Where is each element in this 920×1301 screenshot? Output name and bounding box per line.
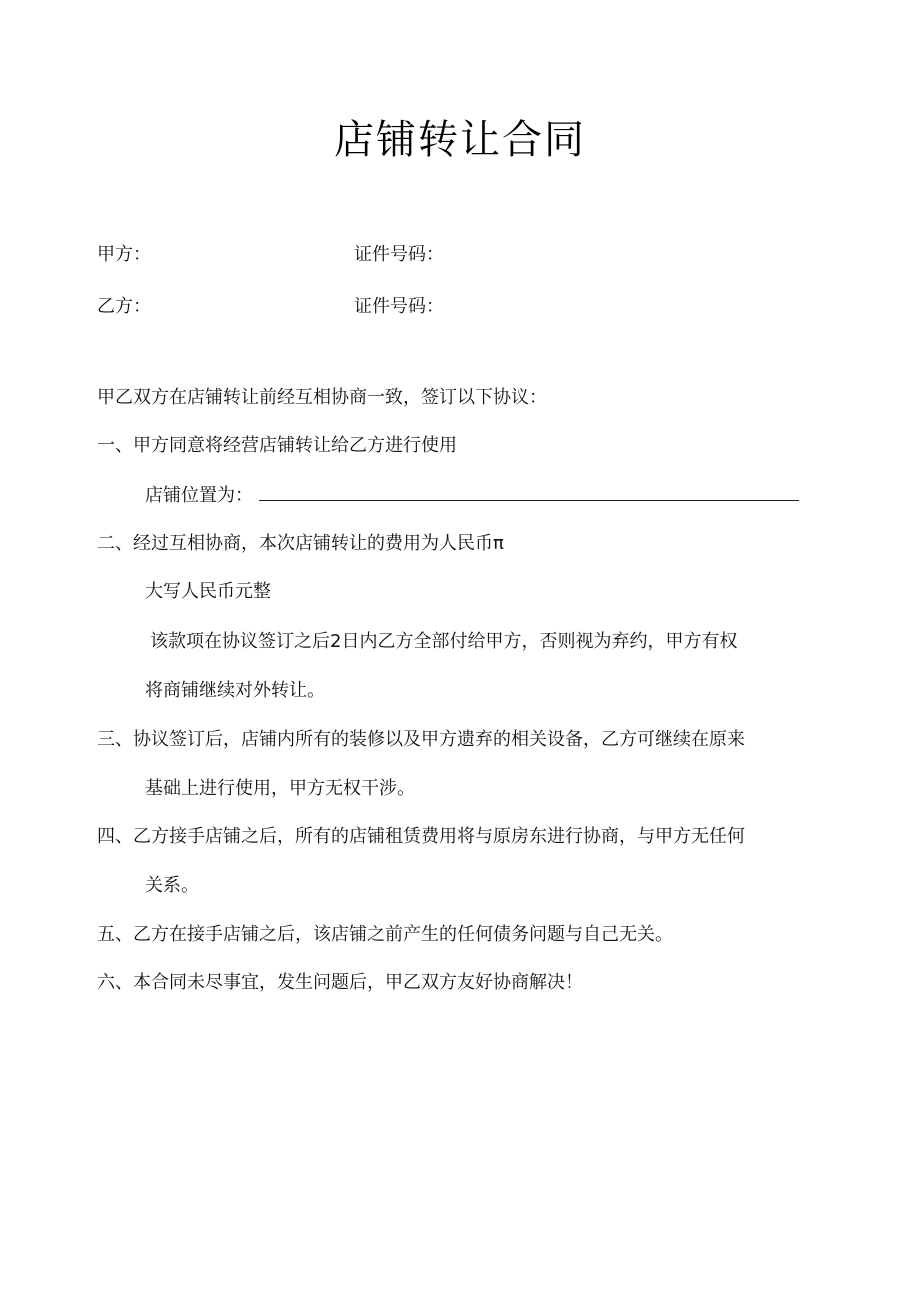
- document-title: 店铺转让合同: [334, 117, 586, 163]
- clause-3-line-2: 基础上进行使用，甲方无权干涉。: [145, 778, 415, 799]
- shop-location-row: [145, 480, 799, 511]
- clause-2-detail-line-1: 该款项在协议签订之后2日内乙方全部付给甲方，否则视为弃约，甲方有权: [150, 631, 738, 652]
- clause-4-line-2: 关系。: [145, 875, 199, 896]
- shop-location-blank: [259, 480, 799, 501]
- party-b-row: [97, 292, 817, 322]
- shop-location-label: 店铺位置为：: [145, 485, 253, 506]
- clause-2: 二、经过互相协商，本次店铺转让的费用为人民币π: [97, 533, 504, 554]
- party-b-label: 乙方：: [97, 296, 151, 317]
- party-b-id-label: 证件号码：: [354, 296, 444, 317]
- clause-4-line-1: 四、乙方接手店铺之后，所有的店铺租赁费用将与原房东进行协商，与甲方无任何: [97, 826, 745, 847]
- clause-5: 五、乙方在接手店铺之后，该店铺之前产生的任何债务问题与自己无关。: [97, 924, 673, 945]
- agreement-intro: 甲乙双方在店铺转让前经互相协商一致，签订以下协议：: [97, 387, 547, 408]
- party-a-id-label: 证件号码：: [354, 244, 444, 265]
- clause-3-line-1: 三、协议签订后，店铺内所有的装修以及甲方遗弃的相关设备，乙方可继续在原来: [97, 729, 745, 750]
- party-a-label: 甲方：: [97, 244, 151, 265]
- clause-6: 六、本合同未尽事宜，发生问题后，甲乙双方友好协商解决！: [97, 972, 583, 993]
- party-a-row: [97, 240, 817, 270]
- clause-2-capital-amount: 大写人民币元整: [145, 581, 271, 602]
- clause-1: 一、甲方同意将经营店铺转让给乙方进行使用: [97, 435, 457, 456]
- clause-2-detail-line-2: 将商铺继续对外转让。: [145, 680, 325, 701]
